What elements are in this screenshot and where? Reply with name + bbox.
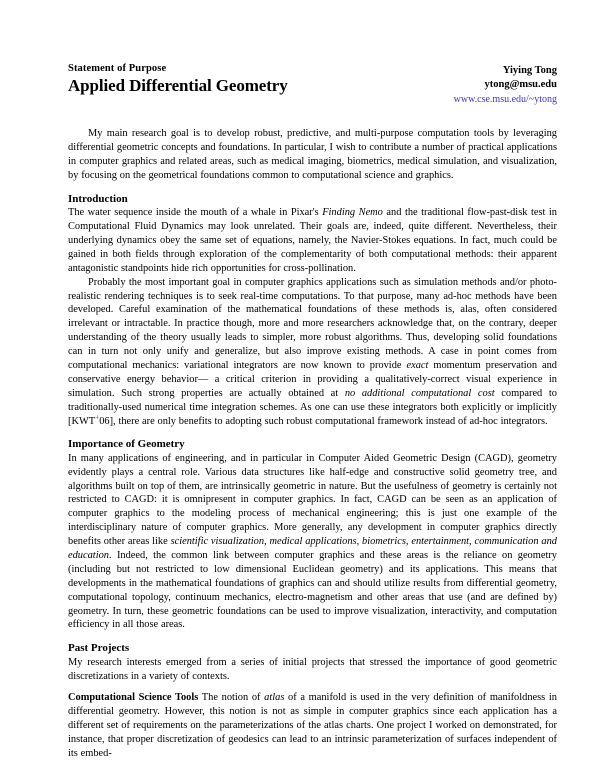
- page-title: Applied Differential Geometry: [68, 76, 288, 96]
- emphasis-no-additional-cost: no additional computational cost: [344, 387, 495, 399]
- past-p2-part-b: of a manifold is used in the very definition of manifoldness in differential geometry. However, this notion is not as simple in computer graphics since each application has a different set of requirements on the parameterizations of the atlas charts. One project I worked on demonstrated, for instance, that proper discretization of geodesics can lead to an intrinsic parameterization of surfaces independent of its embed-: [68, 692, 557, 759]
- importance-part-b: . Indeed, the common link between computer graphics and these areas is the reliance on geometry (including but not restricted to low dimensional Euclidean geometry) and its applications. This means that developments in the mathematical foundations of graphics can and should utilize results from differential geometry, computational topology, continuum mechanics, electro-magnetism and other areas that use (and are defined by) geometry. In turn, these geometric foundations can be used to improve visualization, interactivity, and computation efficiency in all those areas.: [68, 549, 557, 631]
- section-heading-introduction: Introduction: [68, 192, 128, 205]
- document-kicker: Statement of Purpose: [68, 63, 167, 74]
- section-heading-importance-of-geometry: Importance of Geometry: [68, 438, 185, 451]
- importance-paragraph: [68, 452, 557, 633]
- emphasis-application-areas: scientific visualization, medical applications, biometrics, entertainment, communication and education: [68, 536, 557, 561]
- intro-p2-part-d: 06], there are only benefits to adopting such robust computational framework instead of ad-hoc integrators.: [99, 415, 548, 427]
- document-header: [68, 62, 557, 107]
- emphasis-exact: exact: [406, 360, 429, 371]
- intro-p2-part-c: compared to traditionally-used numerical time integration schemes. As one can use these integrators both explicitly or implicitly [KWT: [68, 387, 557, 427]
- intro-p2-part-a: Probably the most important goal in computer graphics applications such as simulation methods and/or photo-realistic rendering techniques is to seek real-time computations. To that purpose, many ad-hoc methods have been developed. Careful examination of the mathematical foundations of these methods is, alas, often considered irrelevant or intractable. In practice though, more and more researchers acknowledge that, on the contrary, deeper understanding of the theory usually leads to simpler, more robust algorithms. Thus, developing solid foundations can in turn not only unify and generalize, but also improve existing methods. A case in point comes from computational mechanics: variational integrators are now known to provide: [68, 276, 557, 371]
- introduction-paragraph-2: [68, 276, 557, 429]
- intro-p1-part-a: The water sequence inside the mouth of a whale in Pixar's: [68, 207, 323, 219]
- past-projects-paragraph-2: [68, 691, 557, 760]
- author-email: ytong@msu.edu: [484, 79, 557, 91]
- film-title-finding-nemo: Finding Nemo: [322, 207, 383, 219]
- header-title-block: [68, 62, 288, 97]
- author-name: Yiying Tong: [502, 65, 557, 76]
- past-p2-part-a: The notion of: [198, 692, 265, 704]
- introduction-paragraph-1: [68, 206, 557, 275]
- section-heading-past-projects: Past Projects: [68, 642, 130, 655]
- intro-paragraph: My main research goal is to develop robust, predictive, and multi-purpose computation tools by leveraging differential geometric concepts and foundations. In particular, I wish to contribute a number of practical applications in computer graphics and related areas, such as medical imaging, biometrics, medical simulation, and visualization, by focusing on the geometrical foundations common to computational science and graphics.: [68, 128, 557, 182]
- author-homepage-link[interactable]: www.cse.msu.edu/~ytong: [453, 94, 557, 106]
- header-author-block: [454, 62, 557, 107]
- intro-p1-part-b: and the traditional flow-past-disk test in Computational Fluid Dynamics may look unrelated. Their goals are, indeed, quite different. Nevertheless, their underlying dynamics obey the same set of equations, namely, the Navier-Stokes equations. In fact, much could be gained in both fields through exploration of the complementarity of both computational methods: their apparent antagonistic standpoints hide rich opportunities for cross-pollination.: [68, 207, 558, 274]
- importance-part-a: In many applications of engineering, and in particular in Computer Aided Geometric Design (CAGD), geometry evidently plays a central role. Various data structures like half-edge and constructive solid geometry tree, and algorithms built on top of them, are intrinsically geometric in nature. But the usefulness of geometry is certainly not restricted to CAGD: it is omnipresent in computer graphics. In fact, CAGD can be seen as an application of computer graphics to the modeling process of mechanical engineering; this is just one example of the interdisciplinary nature of computer graphics. More generally, any development in computer graphics directly benefits other areas like: [68, 452, 557, 548]
- emphasis-atlas: atlas: [264, 692, 285, 704]
- citation-superscript: +: [95, 413, 100, 422]
- runin-heading-computational-science-tools: Computational Science Tools: [68, 692, 199, 704]
- intro-p2-part-b: momentum preservation and conservative energy behavior— a critical criterion in providing a qualitatively-correct visual experience in simulation. Such strong properties are actually obtained at: [68, 360, 557, 399]
- past-projects-paragraph-1: My research interests emerged from a series of initial projects that stressed the importance of good geometric discretizations in a variety of contexts.: [68, 656, 557, 682]
